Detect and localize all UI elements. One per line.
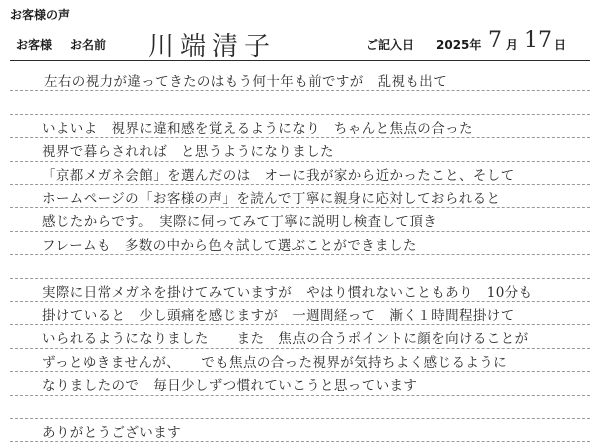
comment-line: 感じたからです。 実際に伺ってみて丁寧に説明し検査して頂き <box>42 214 438 231</box>
comment-line: 掛けていると 少し頭痛を感じますが 一週間経って 漸く１時間程掛けて <box>42 308 515 324</box>
name-label: お名前 <box>70 38 107 52</box>
ruled-line <box>10 114 590 115</box>
date-label: ご記入日 <box>366 38 415 52</box>
ruled-line <box>10 184 590 185</box>
comment-line: 左右の視力が違ってきたのはもう何十年も前ですが 乱視も出て <box>44 74 448 90</box>
section-title: お客様の声 <box>10 8 71 22</box>
ruled-line <box>10 395 590 396</box>
date-year: 2025年 <box>436 38 482 52</box>
comment-line: 実際に日常メガネを掛けてみていますが やはり慣れないこともあり 10分も <box>42 284 533 301</box>
ruled-line <box>10 90 590 91</box>
comment-line: ありがとうございます <box>42 425 181 441</box>
date-month-handwritten: 7 <box>488 28 502 53</box>
date-month-unit: 月 <box>506 38 519 52</box>
ruled-line <box>10 301 590 302</box>
header-row <box>10 26 590 61</box>
comment-line: いられるようになりました また 焦点の合うポイントに顔を向けることが <box>42 331 529 348</box>
date-day-handwritten: 17 <box>524 28 552 53</box>
ruled-line <box>10 348 590 349</box>
date-day-unit: 日 <box>554 38 567 52</box>
comment-line: なりましたので 毎日少しずつ慣れていこうと思っています <box>42 378 418 395</box>
comment-line: フレームも 多数の中から色々試して選ぶことができました <box>42 237 417 254</box>
ruled-line <box>10 137 590 138</box>
ruled-line <box>10 418 590 419</box>
ruled-line <box>10 207 590 208</box>
customer-name-handwritten: 川端清子 <box>148 32 277 62</box>
ruled-line <box>10 161 590 162</box>
ruled-line <box>10 371 590 372</box>
ruled-line <box>10 254 590 255</box>
customer-label: お客様 <box>16 38 53 52</box>
comment-line: いよいよ 視界に違和感を覚えるようになり ちゃんと焦点の合った <box>42 120 473 137</box>
comment-line: 「京都メガネ会館」を選んだのは オーに我が家から近かったこと、そして <box>42 167 515 184</box>
ruled-line <box>10 278 590 279</box>
ruled-line <box>10 324 590 325</box>
comment-line: 視界で暮らされれば と思うようになりました <box>42 144 334 161</box>
comment-line: ずっとゆきませんが、 でも焦点の合った視界が気持ちよく感じるように <box>42 354 508 371</box>
ruled-line <box>10 231 590 232</box>
comment-line: ホームページの「お客様の声」を読んで丁寧に親身に応対しておられると <box>42 191 501 207</box>
